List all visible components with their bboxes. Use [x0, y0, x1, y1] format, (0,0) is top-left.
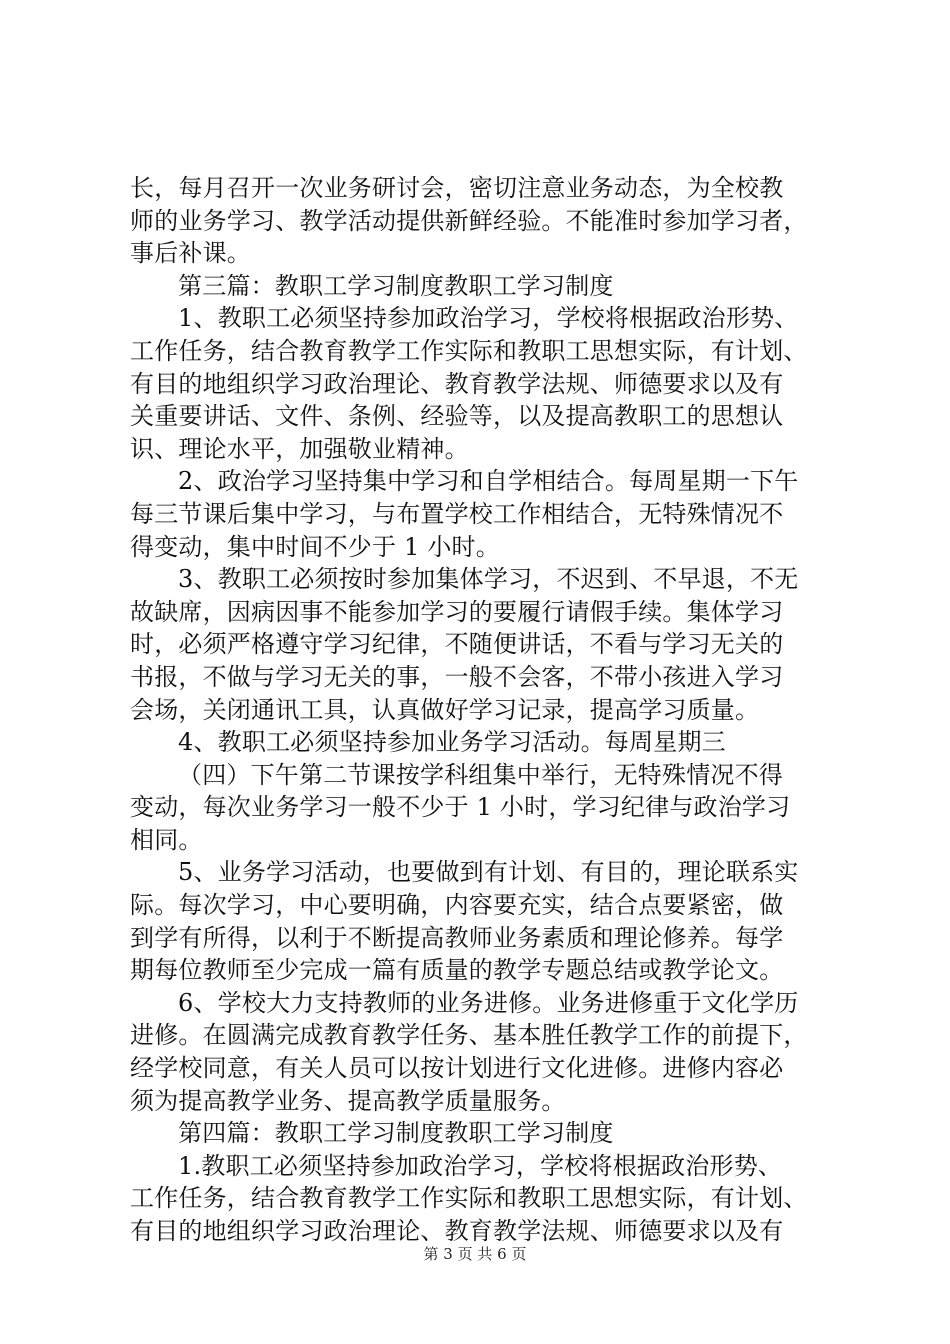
- text-line: 进修。在圆满完成教育教学任务、基本胜任教学工作的前提下，: [130, 1021, 808, 1050]
- text-line: 事后补课。: [130, 239, 251, 268]
- text-line: 书报，不做与学习无关的事，一般不会客，不带小孩进入学习: [130, 662, 784, 691]
- text-line: 期每位教师至少完成一篇有质量的教学专题总结或教学论文。: [130, 956, 784, 985]
- text-line: 关重要讲话、文件、条例、经验等，以及提高教职工的思想认: [130, 402, 784, 431]
- page-footer: 第 3 页 共 6 页: [423, 1245, 527, 1263]
- text-line: 师的业务学习、教学活动提供新鲜经验。不能准时参加学习者，: [130, 206, 808, 235]
- text-line: 变动，每次业务学习一般不少于 1 小时，学习纪律与政治学习: [130, 793, 791, 822]
- text-line: 须为提高教学业务、提高教学质量服务。: [130, 1086, 566, 1115]
- text-line: 1.教职工必须坚持参加政治学习，学校将根据政治形势、: [178, 1151, 783, 1180]
- text-line: 每三节课后集中学习，与布置学校工作相结合，无特殊情况不: [130, 499, 784, 528]
- text-line: 5、业务学习活动，也要做到有计划、有目的，理论联系实: [178, 858, 799, 887]
- text-line: 经学校同意，有关人员可以按计划进行文化进修。进修内容必: [130, 1054, 784, 1083]
- text-line: （四）下午第二节课按学科组集中举行，无特殊情况不得: [178, 760, 783, 789]
- text-line: 得变动，集中时间不少于 1 小时。: [130, 532, 500, 561]
- text-line: 会场，关闭通讯工具，认真做好学习记录，提高学习质量。: [130, 695, 760, 724]
- text-line: 时，必须严格遵守学习纪律，不随便讲话，不看与学习无关的: [130, 630, 784, 659]
- text-line: 工作任务，结合教育教学工作实际和教职工思想实际，有计划、: [130, 1184, 808, 1213]
- text-line: 第三篇：教职工学习制度教职工学习制度: [178, 271, 614, 300]
- text-line: 第四篇：教职工学习制度教职工学习制度: [178, 1119, 614, 1148]
- text-line: 1、教职工必须坚持参加政治学习，学校将根据政治形势、: [178, 304, 799, 333]
- text-line: 4、教职工必须坚持参加业务学习活动。每周星期三: [178, 728, 726, 757]
- text-line: 6、学校大力支持教师的业务进修。业务进修重于文化学历: [178, 988, 799, 1017]
- text-line: 有目的地组织学习政治理论、教育教学法规、师德要求以及有: [130, 1217, 784, 1245]
- text-line: 相同。: [130, 825, 203, 854]
- text-line: 长，每月召开一次业务研讨会，密切注意业务动态，为全校教: [130, 174, 784, 202]
- text-line: 故缺席，因病因事不能参加学习的要履行请假手续。集体学习: [130, 597, 784, 626]
- text-line: 有目的地组织学习政治理论、教育教学法规、师德要求以及有: [130, 369, 784, 398]
- text-line: 3、教职工必须按时参加集体学习，不迟到、不早退，不无: [178, 565, 799, 594]
- text-line: 到学有所得，以利于不断提高教师业务素质和理论修养。每学: [130, 923, 784, 952]
- document-body: [130, 172, 830, 1248]
- text-line: 识、理论水平，加强敬业精神。: [130, 434, 469, 463]
- text-line: 2、政治学习坚持集中学习和自学相结合。每周星期一下午: [178, 467, 799, 496]
- text-line: 工作任务，结合教育教学工作实际和教职工思想实际，有计划、: [130, 336, 808, 365]
- text-line: 际。每次学习，中心要明确，内容要充实，结合点要紧密，做: [130, 891, 784, 920]
